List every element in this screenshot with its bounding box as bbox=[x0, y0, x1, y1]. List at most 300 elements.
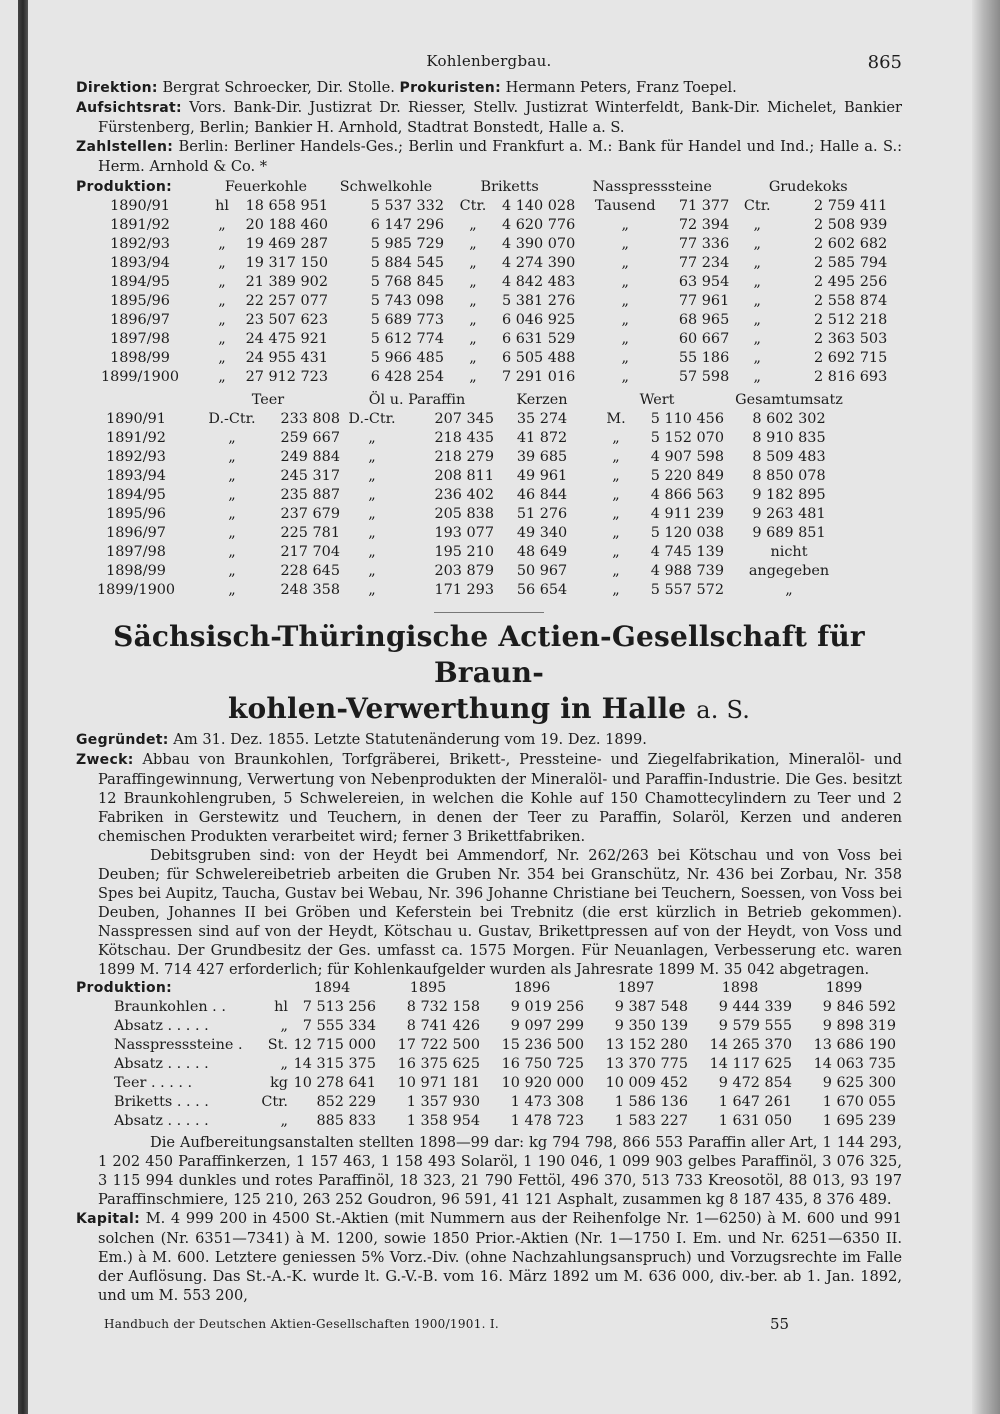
year-cell: 1892/93 bbox=[106, 449, 166, 465]
grudekoks-cell: 2 495 256 bbox=[814, 274, 888, 290]
nasspresssteine-cell: 77 336 bbox=[678, 236, 730, 252]
feuerkohle-cell: 23 507 623 bbox=[245, 312, 328, 328]
nasspresssteine-cell: 77 234 bbox=[678, 255, 730, 271]
grudekoks-cell: 2 816 693 bbox=[814, 369, 888, 385]
unit-cell: „ bbox=[621, 331, 629, 347]
table-row bbox=[76, 292, 887, 311]
unit-cell: Tausend bbox=[594, 198, 656, 214]
year-cell: 1893/94 bbox=[106, 468, 166, 484]
oel-paraffin-cell: 205 838 bbox=[434, 506, 494, 522]
unit-cell: „ bbox=[218, 312, 226, 328]
value-cell: 9 097 299 bbox=[510, 1018, 584, 1034]
unit-cell: „ bbox=[228, 506, 236, 522]
year-cell: 1895/96 bbox=[110, 293, 170, 309]
feuerkohle-cell: 27 912 723 bbox=[245, 369, 328, 385]
year-cell: 1894/95 bbox=[106, 487, 166, 503]
unit-cell: „ bbox=[469, 217, 477, 233]
direktion-paragraph bbox=[76, 78, 902, 98]
nasspresssteine-cell: 72 394 bbox=[678, 217, 730, 233]
teer-cell: 237 679 bbox=[280, 506, 340, 522]
unit-cell: hl bbox=[274, 999, 288, 1015]
product-name-cell: Briketts . . . . bbox=[114, 1094, 209, 1110]
unit-cell: D.-Ctr. bbox=[208, 411, 256, 427]
unit-cell: „ bbox=[469, 369, 477, 385]
col-header-schwelkohle: Schwelkohle bbox=[339, 179, 433, 195]
production-table-3 bbox=[76, 979, 896, 1131]
year-cell: 1897/98 bbox=[110, 331, 170, 347]
unit-cell: „ bbox=[218, 236, 226, 252]
unit-cell: „ bbox=[469, 255, 477, 271]
year-cell: 1894/95 bbox=[110, 274, 170, 290]
nasspresssteine-cell: 55 186 bbox=[678, 350, 730, 366]
value-cell: 1 631 050 bbox=[718, 1113, 792, 1129]
unit-cell: „ bbox=[753, 293, 761, 309]
unit-cell: „ bbox=[621, 312, 629, 328]
feuerkohle-cell: 19 317 150 bbox=[245, 255, 328, 271]
oel-paraffin-cell: 195 210 bbox=[434, 544, 494, 560]
unit-cell: „ bbox=[621, 255, 629, 271]
unit-cell: „ bbox=[612, 468, 620, 484]
schwelkohle-cell: 5 537 332 bbox=[370, 198, 444, 214]
table-header-row bbox=[76, 178, 887, 197]
year-cell: 1895/96 bbox=[106, 506, 166, 522]
zahlstellen-label: Zahlstellen: bbox=[76, 139, 174, 155]
unit-cell: Ctr. bbox=[261, 1094, 288, 1110]
prokuristen-text: Hermann Peters, Franz Toepel. bbox=[505, 79, 737, 96]
year-cell: 1892/93 bbox=[110, 236, 170, 252]
unit-cell: hl bbox=[215, 198, 229, 214]
unit-cell: kg bbox=[270, 1075, 288, 1091]
table-row bbox=[76, 235, 887, 254]
unit-cell: „ bbox=[218, 350, 226, 366]
value-cell: 885 833 bbox=[316, 1113, 376, 1129]
zweck-paragraph bbox=[76, 750, 902, 846]
unit-cell: „ bbox=[753, 255, 761, 271]
schwelkohle-cell: 5 985 729 bbox=[370, 236, 444, 252]
unit-cell: Ctr. bbox=[459, 198, 487, 214]
teer-cell: 233 808 bbox=[280, 411, 340, 427]
value-cell: 10 920 000 bbox=[501, 1075, 584, 1091]
value-cell: 1 473 308 bbox=[510, 1094, 584, 1110]
unit-cell: „ bbox=[368, 449, 376, 465]
value-cell: 9 350 139 bbox=[614, 1018, 688, 1034]
unit-cell: „ bbox=[753, 369, 761, 385]
kerzen-cell: 35 274 bbox=[516, 411, 568, 427]
gesamtumsatz-cell: „ bbox=[785, 582, 793, 598]
wert-cell: 4 866 563 bbox=[650, 487, 724, 503]
year-cell: 1891/92 bbox=[106, 430, 166, 446]
unit-cell: M. bbox=[606, 411, 626, 427]
briketts-cell: 4 390 070 bbox=[502, 236, 576, 252]
value-cell: 14 315 375 bbox=[293, 1056, 376, 1072]
company-heading-line-1: Sächsisch-Thüringische Actien-Gesellschaft für Braun- bbox=[113, 620, 865, 689]
gesamtumsatz-cell: 8 910 835 bbox=[752, 430, 826, 446]
year-cell: 1898/99 bbox=[106, 563, 166, 579]
product-name-cell: Absatz . . . . . bbox=[114, 1056, 209, 1072]
table-row bbox=[76, 486, 854, 505]
oel-paraffin-cell: 171 293 bbox=[434, 582, 494, 598]
unit-cell: St. bbox=[267, 1037, 288, 1053]
table-row bbox=[76, 1074, 896, 1093]
col-header-teer: Teer bbox=[251, 392, 285, 408]
company-heading-name: kohlen-Verwerthung in Halle bbox=[227, 692, 687, 725]
table-row bbox=[76, 216, 887, 235]
col-header-feuerkohle: Feuerkohle bbox=[224, 179, 308, 195]
col-header-grudekoks: Grudekoks bbox=[768, 179, 848, 195]
gesamtumsatz-cell: 9 263 481 bbox=[752, 506, 826, 522]
value-cell: 1 695 239 bbox=[822, 1113, 896, 1129]
teer-cell: 225 781 bbox=[280, 525, 340, 541]
value-cell: 9 472 854 bbox=[718, 1075, 792, 1091]
table-row bbox=[76, 349, 887, 368]
unit-cell: „ bbox=[612, 506, 620, 522]
table-row bbox=[76, 581, 854, 600]
nasspresssteine-cell: 68 965 bbox=[678, 312, 730, 328]
kerzen-cell: 49 961 bbox=[516, 468, 568, 484]
company-heading-line-2 bbox=[76, 691, 902, 728]
briketts-cell: 4 274 390 bbox=[502, 255, 576, 271]
feuerkohle-cell: 22 257 077 bbox=[245, 293, 328, 309]
value-cell: 16 375 625 bbox=[397, 1056, 480, 1072]
unit-cell: „ bbox=[612, 487, 620, 503]
value-cell: 14 265 370 bbox=[709, 1037, 792, 1053]
value-cell: 9 387 548 bbox=[614, 999, 688, 1015]
value-cell: 14 063 735 bbox=[813, 1056, 896, 1072]
product-name-cell: Absatz . . . . . bbox=[114, 1018, 209, 1034]
teer-cell: 249 884 bbox=[280, 449, 340, 465]
kerzen-cell: 49 340 bbox=[516, 525, 568, 541]
unit-cell: „ bbox=[469, 293, 477, 309]
gegruendet-label: Gegründet: bbox=[76, 732, 169, 748]
aufsichtsrat-label: Aufsichtsrat: bbox=[76, 100, 182, 116]
year-cell: 1891/92 bbox=[110, 217, 170, 233]
nasspresssteine-cell: 71 377 bbox=[678, 198, 730, 214]
unit-cell: „ bbox=[368, 563, 376, 579]
unit-cell: „ bbox=[218, 217, 226, 233]
produktion-label: Produktion: bbox=[76, 179, 173, 195]
running-head bbox=[76, 52, 902, 78]
unit-cell: „ bbox=[753, 236, 761, 252]
col-header-oel-paraffin: Öl u. Paraffin bbox=[368, 392, 466, 408]
unit-cell: „ bbox=[218, 274, 226, 290]
briketts-cell: 7 291 016 bbox=[502, 369, 576, 385]
value-cell: 13 370 775 bbox=[605, 1056, 688, 1072]
feuerkohle-cell: 19 469 287 bbox=[245, 236, 328, 252]
unit-cell: „ bbox=[228, 487, 236, 503]
oel-paraffin-cell: 203 879 bbox=[434, 563, 494, 579]
zahlstellen-text: Berlin: Berliner Handels-Ges.; Berlin und Frankfurt a. M.: Bank für Handel und Ind.; Halle a. S.: Herm. Arnhold & Co. * bbox=[98, 138, 902, 175]
year-cell: 1890/91 bbox=[110, 198, 170, 214]
section-divider bbox=[434, 612, 544, 613]
value-cell: 10 278 641 bbox=[293, 1075, 376, 1091]
unit-cell: „ bbox=[368, 430, 376, 446]
gesamtumsatz-cell: 8 602 302 bbox=[752, 411, 826, 427]
production-table-1 bbox=[76, 178, 887, 387]
production-table-2 bbox=[76, 391, 854, 600]
table-row bbox=[76, 1017, 896, 1036]
col-header-year: 1894 bbox=[313, 980, 351, 996]
briketts-cell: 6 631 529 bbox=[502, 331, 576, 347]
schwelkohle-cell: 5 966 485 bbox=[370, 350, 444, 366]
product-name-cell: Braunkohlen . . bbox=[114, 999, 226, 1015]
wert-cell: 5 220 849 bbox=[650, 468, 724, 484]
nasspresssteine-cell: 77 961 bbox=[678, 293, 730, 309]
unit-cell: „ bbox=[753, 331, 761, 347]
grudekoks-cell: 2 508 939 bbox=[814, 217, 888, 233]
unit-cell: „ bbox=[218, 331, 226, 347]
unit-cell: „ bbox=[228, 449, 236, 465]
nasspresssteine-cell: 57 598 bbox=[678, 369, 730, 385]
zweck-label: Zweck: bbox=[76, 752, 134, 768]
kerzen-cell: 51 276 bbox=[516, 506, 568, 522]
unit-cell: „ bbox=[228, 430, 236, 446]
unit-cell: „ bbox=[469, 274, 477, 290]
oel-paraffin-cell: 207 345 bbox=[434, 411, 494, 427]
col-header-year: 1896 bbox=[513, 980, 551, 996]
product-name-cell: Teer . . . . . bbox=[114, 1075, 193, 1091]
gegruendet-paragraph bbox=[76, 730, 902, 750]
value-cell: 8 741 426 bbox=[406, 1018, 480, 1034]
value-cell: 13 152 280 bbox=[605, 1037, 688, 1053]
year-cell: 1896/97 bbox=[106, 525, 166, 541]
unit-cell: „ bbox=[612, 525, 620, 541]
kerzen-cell: 48 649 bbox=[516, 544, 568, 560]
unit-cell: „ bbox=[621, 217, 629, 233]
unit-cell: „ bbox=[218, 255, 226, 271]
feuerkohle-cell: 18 658 951 bbox=[245, 198, 328, 214]
unit-cell: „ bbox=[621, 236, 629, 252]
teer-cell: 245 317 bbox=[280, 468, 340, 484]
value-cell: 1 478 723 bbox=[510, 1113, 584, 1129]
kerzen-cell: 50 967 bbox=[516, 563, 568, 579]
nasspresssteine-cell: 60 667 bbox=[678, 331, 730, 347]
kapital-text: M. 4 999 200 in 4500 St.-Aktien (mit Nummern aus der Reihenfolge Nr. 1—6250) à M. 600 und 991 solchen (Nr. 6351—7341) à M. 1200, sowie 1850 Prior.-Aktien (Nr. 1—1750 I. Em. und Nr. 6251—6350 II. Em.) à M. 600. Letztere geniessen 5% Vorz.-Div. (ohne Nachzahlungsanspruch) und Vorzugsrechte im Falle der Auflösung. Das St.-A.-K. wurde lt. G.-V.-B. vom 16. März 1892 um M. 636 000, div.-ber. ab 1. Jan. 1892, und um M. 553 200, bbox=[98, 1210, 902, 1304]
table-row bbox=[76, 562, 854, 581]
schwelkohle-cell: 5 768 845 bbox=[370, 274, 444, 290]
company-heading-suffix: a. S. bbox=[696, 696, 751, 724]
unit-cell: „ bbox=[368, 506, 376, 522]
teer-cell: 235 887 bbox=[280, 487, 340, 503]
table-row bbox=[76, 429, 854, 448]
direktion-label: Direktion: bbox=[76, 80, 158, 96]
aufsichtsrat-text: Vors. Bank-Dir. Justizrat Dr. Riesser, Stellv. Justizrat Winterfeldt, Bank-Dir. Michelet, Bankier Fürstenberg, Berlin; Bankier H. Arnhold, Stadtrat Bonstedt, Halle a. S. bbox=[98, 99, 902, 136]
scan-border-left bbox=[18, 0, 28, 1414]
kerzen-cell: 41 872 bbox=[516, 430, 568, 446]
aufsichtsrat-paragraph bbox=[76, 98, 902, 137]
table-row bbox=[76, 1093, 896, 1112]
unit-cell: „ bbox=[612, 582, 620, 598]
gesamtumsatz-cell: nicht bbox=[770, 544, 808, 560]
feuerkohle-cell: 21 389 902 bbox=[245, 274, 328, 290]
col-header-year: 1897 bbox=[617, 980, 655, 996]
value-cell: 9 625 300 bbox=[822, 1075, 896, 1091]
kerzen-cell: 56 654 bbox=[516, 582, 568, 598]
unit-cell: „ bbox=[612, 449, 620, 465]
direktion-text: Bergrat Schroecker, Dir. Stolle. bbox=[162, 79, 395, 96]
table-row bbox=[76, 273, 887, 292]
grudekoks-cell: 2 759 411 bbox=[814, 198, 888, 214]
grudekoks-cell: 2 512 218 bbox=[814, 312, 888, 328]
wert-cell: 4 745 139 bbox=[650, 544, 724, 560]
teer-cell: 248 358 bbox=[280, 582, 340, 598]
table-header-row bbox=[76, 391, 854, 410]
value-cell: 10 971 181 bbox=[397, 1075, 480, 1091]
table-row bbox=[76, 505, 854, 524]
table-row bbox=[76, 330, 887, 349]
briketts-cell: 4 140 028 bbox=[502, 198, 576, 214]
grudekoks-cell: 2 585 794 bbox=[814, 255, 888, 271]
wert-cell: 5 120 038 bbox=[650, 525, 724, 541]
year-cell: 1898/99 bbox=[110, 350, 170, 366]
grudekoks-cell: 2 558 874 bbox=[814, 293, 888, 309]
value-cell: 8 732 158 bbox=[406, 999, 480, 1015]
oel-paraffin-cell: 218 435 bbox=[434, 430, 494, 446]
value-cell: 16 750 725 bbox=[501, 1056, 584, 1072]
footer-source: Handbuch der Deutschen Aktien-Gesellschaften 1900/1901. I. bbox=[104, 1317, 500, 1331]
schwelkohle-cell: 5 743 098 bbox=[370, 293, 444, 309]
table-row bbox=[76, 448, 854, 467]
schwelkohle-cell: 5 612 774 bbox=[370, 331, 444, 347]
briketts-cell: 6 046 925 bbox=[502, 312, 576, 328]
unit-cell: „ bbox=[612, 544, 620, 560]
debitsgruben-paragraph: Debitsgruben sind: von der Heydt bei Ammendorf, Nr. 262/263 bei Kötschau und von Voss bei Deuben; für Schwelereibetrieb arbeiten die Gruben Nr. 354 bei Granschütz, Nr. 436 bei Zorbau, Nr. 358 Spes bei Aupitz, Taucha, Gustav bei Webau, Nr. 396 Johanne Christiane bei Teuchern, Soessen, von Voss bei Deuben, Johannes II bei Gröben und Keferstein bei Trebnitz (die erst kürzlich in Betrieb gekommen). Nasspressen sind auf von der Heydt, Kötschau u. Gustav, Brikettpressen auf von der Heydt, von Voss und Kötschau. Der Grundbesitz der Ges. umfasst ca. 1575 Morgen. Für Neuanlagen, Verbesserung etc. waren 1899 M. 714 427 erforderlich; für Kohlenkaufgelder wurden als Jahresrate 1899 M. 35 042 abgetragen. bbox=[98, 847, 902, 978]
grudekoks-cell: 2 602 682 bbox=[814, 236, 888, 252]
schwelkohle-cell: 5 884 545 bbox=[370, 255, 444, 271]
prokuristen-label: Prokuristen: bbox=[399, 80, 501, 96]
scan-border-right bbox=[972, 0, 1000, 1414]
briketts-cell: 4 620 776 bbox=[502, 217, 576, 233]
teer-cell: 259 667 bbox=[280, 430, 340, 446]
col-header-nasspresssteine: Nasspresssteine bbox=[592, 179, 712, 195]
product-name-cell: Nasspresssteine . bbox=[114, 1037, 243, 1053]
table-row bbox=[76, 524, 854, 543]
value-cell: 12 715 000 bbox=[293, 1037, 376, 1053]
value-cell: 1 583 227 bbox=[614, 1113, 688, 1129]
gesamtumsatz-cell: 9 182 895 bbox=[752, 487, 826, 503]
unit-cell: „ bbox=[280, 1018, 288, 1034]
schwelkohle-cell: 6 147 296 bbox=[370, 217, 444, 233]
value-cell: 13 686 190 bbox=[813, 1037, 896, 1053]
unit-cell: „ bbox=[228, 563, 236, 579]
kerzen-cell: 39 685 bbox=[516, 449, 568, 465]
col-header-briketts: Briketts bbox=[480, 179, 539, 195]
teer-cell: 228 645 bbox=[280, 563, 340, 579]
table-row bbox=[76, 311, 887, 330]
value-cell: 10 009 452 bbox=[605, 1075, 688, 1091]
unit-cell: „ bbox=[368, 544, 376, 560]
col-header-year: 1898 bbox=[721, 980, 759, 996]
page-footer bbox=[76, 1315, 902, 1335]
feuerkohle-cell: 20 188 460 bbox=[245, 217, 328, 233]
unit-cell: „ bbox=[368, 582, 376, 598]
unit-cell: „ bbox=[218, 369, 226, 385]
nasspresssteine-cell: 63 954 bbox=[678, 274, 730, 290]
page-number: 865 bbox=[867, 52, 902, 73]
table-row bbox=[76, 197, 887, 216]
grudekoks-cell: 2 692 715 bbox=[814, 350, 888, 366]
table-row bbox=[76, 254, 887, 273]
gesamtumsatz-cell: 8 509 483 bbox=[752, 449, 826, 465]
briketts-cell: 5 381 276 bbox=[502, 293, 576, 309]
kapital-label: Kapital: bbox=[76, 1211, 141, 1227]
gesamtumsatz-cell: angegeben bbox=[748, 563, 830, 579]
year-cell: 1897/98 bbox=[106, 544, 166, 560]
value-cell: 15 236 500 bbox=[501, 1037, 584, 1053]
col-header-year: 1899 bbox=[825, 980, 863, 996]
col-header-gesamtumsatz: Gesamtumsatz bbox=[735, 392, 843, 408]
wert-cell: 5 110 456 bbox=[650, 411, 724, 427]
grudekoks-cell: 2 363 503 bbox=[814, 331, 888, 347]
unit-cell: „ bbox=[753, 274, 761, 290]
schwelkohle-cell: 6 428 254 bbox=[370, 369, 444, 385]
year-cell: 1896/97 bbox=[110, 312, 170, 328]
unit-cell: „ bbox=[621, 274, 629, 290]
briketts-cell: 4 842 483 bbox=[502, 274, 576, 290]
unit-cell: „ bbox=[753, 350, 761, 366]
feuerkohle-cell: 24 955 431 bbox=[245, 350, 328, 366]
value-cell: 9 898 319 bbox=[822, 1018, 896, 1034]
value-cell: 9 444 339 bbox=[718, 999, 792, 1015]
feuerkohle-cell: 24 475 921 bbox=[245, 331, 328, 347]
value-cell: 7 513 256 bbox=[302, 999, 376, 1015]
unit-cell: „ bbox=[753, 312, 761, 328]
unit-cell: „ bbox=[280, 1056, 288, 1072]
aufbereitung-paragraph: Die Aufbereitungsanstalten stellten 1898—99 dar: kg 794 798, 866 553 Paraffin aller Art, 1 144 293, 1 202 450 Paraffinkerzen, 1 157 463, 1 158 493 Solaröl, 1 190 046, 1 099 903 gelbes Paraffinöl, 3 076 325, 3 115 994 dunkles und rotes Paraffinöl, 18 323, 21 790 Fettöl, 496 370, 513 733 Kreosotöl, 88 013, 93 197 Paraffinschmiere, 125 210, 263 252 Goudron, 96 591, 41 121 Asphalt, zusammen kg 8 187 435, 8 376 489. bbox=[98, 1134, 902, 1208]
year-cell: 1899/1900 bbox=[96, 582, 176, 598]
value-cell: 14 117 625 bbox=[709, 1056, 792, 1072]
unit-cell: „ bbox=[621, 369, 629, 385]
product-name-cell: Absatz . . . . . bbox=[114, 1113, 209, 1129]
running-head-title: Kohlenbergbau. bbox=[426, 52, 552, 70]
value-cell: 1 358 954 bbox=[406, 1113, 480, 1129]
oel-paraffin-cell: 236 402 bbox=[434, 487, 494, 503]
wert-cell: 4 988 739 bbox=[650, 563, 724, 579]
value-cell: 1 357 930 bbox=[406, 1094, 480, 1110]
unit-cell: „ bbox=[621, 293, 629, 309]
table-row bbox=[76, 1112, 896, 1131]
unit-cell: „ bbox=[612, 563, 620, 579]
col-header-year: 1895 bbox=[409, 980, 447, 996]
unit-cell: „ bbox=[469, 236, 477, 252]
value-cell: 1 586 136 bbox=[614, 1094, 688, 1110]
unit-cell: D.-Ctr. bbox=[348, 411, 396, 427]
unit-cell: „ bbox=[368, 525, 376, 541]
kapital-paragraph bbox=[76, 1209, 902, 1305]
oel-paraffin-cell: 218 279 bbox=[434, 449, 494, 465]
value-cell: 7 555 334 bbox=[302, 1018, 376, 1034]
value-cell: 1 670 055 bbox=[822, 1094, 896, 1110]
kerzen-cell: 46 844 bbox=[516, 487, 568, 503]
table-row bbox=[76, 543, 854, 562]
value-cell: 9 019 256 bbox=[510, 999, 584, 1015]
wert-cell: 5 152 070 bbox=[650, 430, 724, 446]
table-row bbox=[76, 1055, 896, 1074]
wert-cell: 5 557 572 bbox=[650, 582, 724, 598]
unit-cell: „ bbox=[280, 1113, 288, 1129]
schwelkohle-cell: 5 689 773 bbox=[370, 312, 444, 328]
year-cell: 1893/94 bbox=[110, 255, 170, 271]
gesamtumsatz-cell: 9 689 851 bbox=[752, 525, 826, 541]
unit-cell: „ bbox=[218, 293, 226, 309]
teer-cell: 217 704 bbox=[280, 544, 340, 560]
table-row bbox=[76, 368, 887, 387]
zweck-text: Abbau von Braunkohlen, Torfgräberei, Brikett-, Pressteine- und Ziegelfabrikation, Mineralöl- und Paraffingewinnung, Verwertung von Nebenprodukten der Mineralöl- und Paraffin-Industrie. Die Ges. besitzt 12 Braunkohlengruben, 5 Schwelereien, in welchen die Kohle auf 150 Chamottecylindern zu Teer und 2 Fabriken in Gerstewitz und Teuchern, in denen der Teer zu Paraffin, Solaröl, Kerzen und anderen chemischen Produkten verarbeitet wird; ferner 3 Brikettfabriken. bbox=[98, 751, 902, 845]
table-header-row bbox=[76, 979, 896, 998]
unit-cell: „ bbox=[469, 312, 477, 328]
unit-cell: „ bbox=[228, 525, 236, 541]
gegruendet-text: Am 31. Dez. 1855. Letzte Statutenänderung vom 19. Dez. 1899. bbox=[173, 731, 647, 748]
unit-cell: „ bbox=[228, 468, 236, 484]
